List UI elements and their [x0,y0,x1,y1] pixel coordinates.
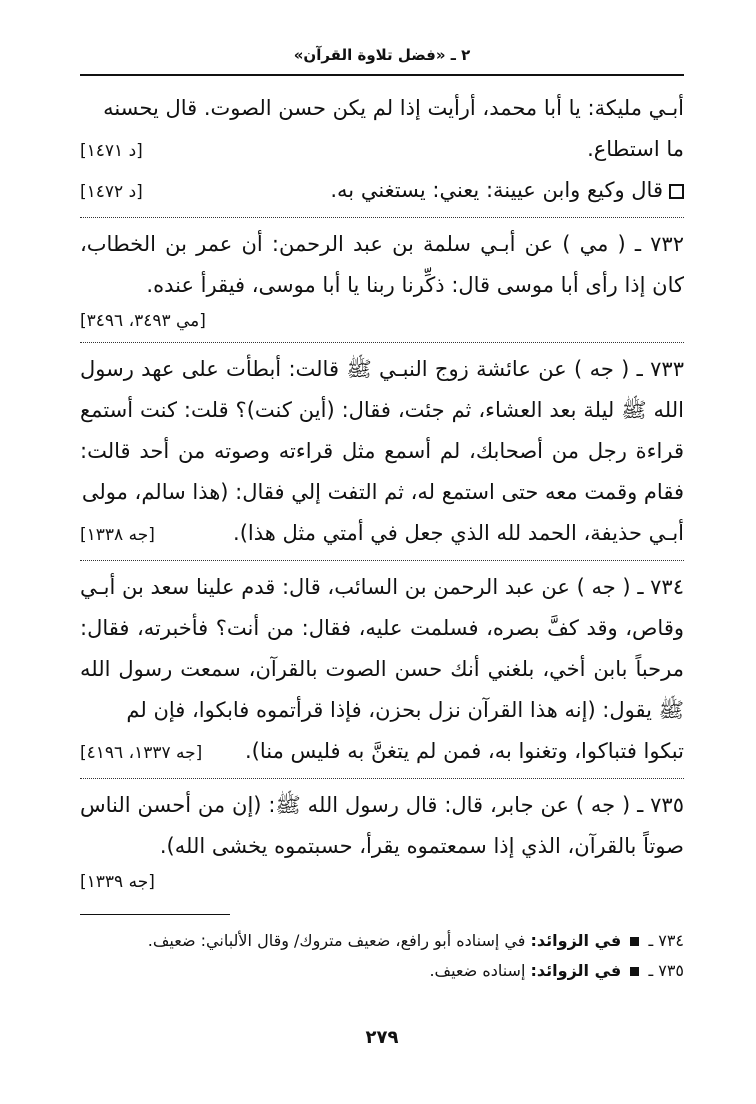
page [80,40,684,1070]
footnote-num: ٧٣٤ ـ [648,931,684,950]
top-line-1: أبـي مليكة: يا أبا محمد، أرأيت إذا لم يكن حسن الصوت. قال يحسنه [103,96,684,120]
footnote-label: في الزوائد: [530,931,622,950]
hadith-734 [80,567,684,772]
page-number: ٢٧٩ [365,1027,399,1048]
hadith-734-last-row [80,731,684,772]
separator [80,342,684,343]
footnotes [80,926,684,986]
footnote-label: في الزوائد: [530,961,622,980]
hadith-735-text: ٧٣٥ ـ ( جه ) عن جابر، قال: قال رسول الله ﷺ: (إن من أحسن الناس صوتاً بالقرآن، الذي إذا سمعتموه يقرأ، حسبتموه يخشى الله). [80,793,684,858]
ref-d-1471: [د ١٤٧١] [80,141,143,161]
separator [80,778,684,779]
ref-d-1472: [د ١٤٧٢] [80,182,143,202]
hadith-733-ref: [جه ١٣٣٨] [80,525,155,545]
hadith-733-last: أبـي حذيفة، الحمد لله الذي جعل في أمتي مثل هذا). [233,521,684,545]
header-rule [80,74,684,76]
hadith-733 [80,349,684,554]
top-line-3: قال وكيع وابن عيينة: يعني: يستغني به. [330,178,663,202]
square-icon [630,937,639,946]
hadith-733-text: ٧٣٣ ـ ( جه ) عن عائشة زوج النبـي ﷺ قالت: أبطأت على عهد رسول الله ﷺ ليلة بعد العشاء، ثم جئت، فقال: (أين كنت)؟ قلت: كنت أستمع قراءة رجل من أصحابك، لم أسمع مثل قراءته وصوته من أحد قالت: فقام وقمت معه حتى استمع له، ثم التفت إلي فقال: (هذا سالم، مولى [80,357,684,504]
hadith-732-ref: [مي ٣٤٩٣، ٣٤٩٦] [80,311,206,331]
top-line-2: ما استطاع. [587,137,684,161]
footnote-rule [80,914,230,915]
hadith-734-last: تبكوا فتباكوا، وتغنوا به، فمن لم يتغنَّ به فليس منا). [244,739,684,763]
hadith-734-text: ٧٣٤ ـ ( جه ) عن عبد الرحمن بن السائب، قال: قدم علينا سعد بن أبـي وقاص، وقد كفَّ بصره، فسلمت عليه، فقال: من أنت؟ فأخبرته، فقال: مرحباً بابن أخي، بلغني أنك حسن الصوت بالقرآن، سمعت رسول الله ﷺ يقول: (إنه هذا القرآن نزل بحزن، فإذا قرأتموه فابكوا، فإن لم [80,575,684,722]
hadith-734-ref: [جه ١٣٣٧، ٤١٩٦] [80,743,203,763]
top-line-3-wrap [330,170,684,211]
footnote-num: ٧٣٥ ـ [648,961,684,980]
separator [80,560,684,561]
footnote-text: في إسناده أبو رافع، ضعيف متروك/ وقال الألباني: ضعيف. [147,931,526,950]
square-icon [630,967,639,976]
box-icon [669,184,684,199]
running-head: ٢ ـ «فضل تلاوة القرآن» [293,46,471,64]
footnote-734 [80,926,684,956]
footnote-text: إسناده ضعيف. [429,961,526,980]
top-line-3-row [80,170,684,211]
hadith-733-last-row [80,513,684,554]
hadith-732-text: ٧٣٢ ـ ( مي ) عن أبـي سلمة بن عبد الرحمن: أن عمر بن الخطاب، كان إذا رأى أبا موسى قال: ذكِّرنا ربنا يا أبا موسى، فيقرأ عنده. [80,232,684,297]
separator [80,217,684,218]
hadith-735 [80,785,684,897]
top-line-2-row [80,129,684,170]
hadith-732 [80,224,684,336]
footnote-735 [80,956,684,986]
hadith-735-ref: [جه ١٣٣٩] [80,872,155,892]
top-block [80,88,684,211]
